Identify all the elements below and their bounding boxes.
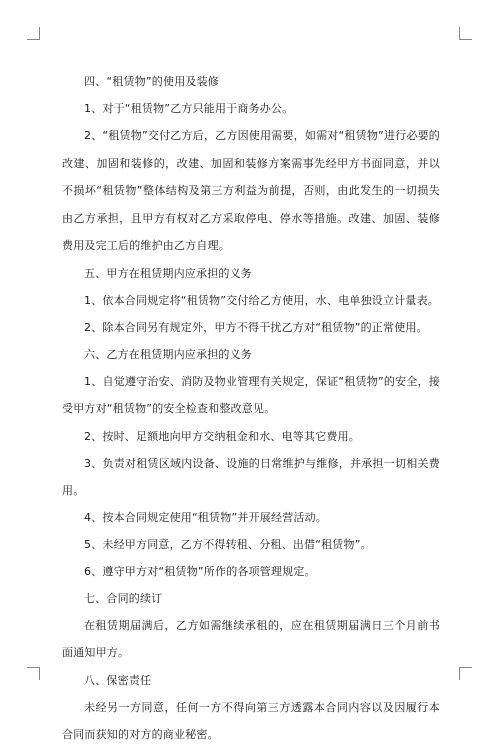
crop-mark-top-left <box>27 27 40 40</box>
clause-6-3: 3、负责对租赁区域内设备、设施的日常维护与维修，并承担一切相关费用。 <box>62 456 440 497</box>
crop-mark-bottom-right <box>459 667 472 680</box>
clause-6-1: 1、自觉遵守治安、消防及物业管理有关规定，保证“租赁物”的安全，接受甲方对“租赁物”的安全检查和整改意见。 <box>62 374 440 415</box>
clause-8-body: 未经另一方同意，任何一方不得向第三方透露本合同内容以及因履行本合同而获知的对方的商业秘密。 <box>62 700 440 741</box>
clause-4-1: 1、对于“租赁物”乙方只能用于商务办公。 <box>84 102 294 115</box>
crop-mark-bottom-left <box>27 667 40 680</box>
section-heading-5: 五、甲方在租赁期内应承担的义务 <box>84 266 252 280</box>
clause-6-6: 6、遵守甲方对“租赁物”所作的各项管理规定。 <box>84 564 316 578</box>
clause-6-2: 2、按时、足额地向甲方交纳租金和水、电等其它费用。 <box>84 429 360 443</box>
clause-6-4: 4、按本合同规定使用“租赁物”并开展经营活动。 <box>84 510 327 524</box>
clause-7-body: 在租赁期届满后，乙方如需继续承租的，应在租赁期届满日三个月前书面通知甲方。 <box>62 618 440 659</box>
crop-mark-top-right <box>459 27 472 40</box>
section-heading-4: 四、“租赁物”的使用及装修 <box>84 75 219 88</box>
section-heading-8: 八、保密责任 <box>84 673 152 687</box>
section-heading-7: 七、合同的续订 <box>84 591 163 605</box>
clause-4-2: 2、“租赁物”交付乙方后，乙方因使用需要，如需对“租赁物”进行必要的改建、加固和装修的，改建、加固和装修方案需事先经甲方书面同意，并以不损坏“租赁物”整体结构及第三方利益为前提，否则，由此发生的一切损失由乙方承担，且甲方有权对乙方采取停电、停水等措施。改建、加固、装修费用及完工后的维护由乙方自理。 <box>62 129 440 252</box>
section-heading-6: 六、乙方在租赁期内应承担的义务 <box>84 347 252 361</box>
clause-5-1: 1、依本合同规定将“租赁物”交付给乙方使用，水、电单独设立计量表。 <box>84 293 439 307</box>
clause-6-5: 5、未经甲方同意，乙方不得转租、分租、出借“租赁物”。 <box>84 537 372 551</box>
clause-5-2: 2、除本合同另有规定外，甲方不得干扰乙方对“租赁物”的正常使用。 <box>84 320 428 334</box>
document-body <box>62 68 440 749</box>
